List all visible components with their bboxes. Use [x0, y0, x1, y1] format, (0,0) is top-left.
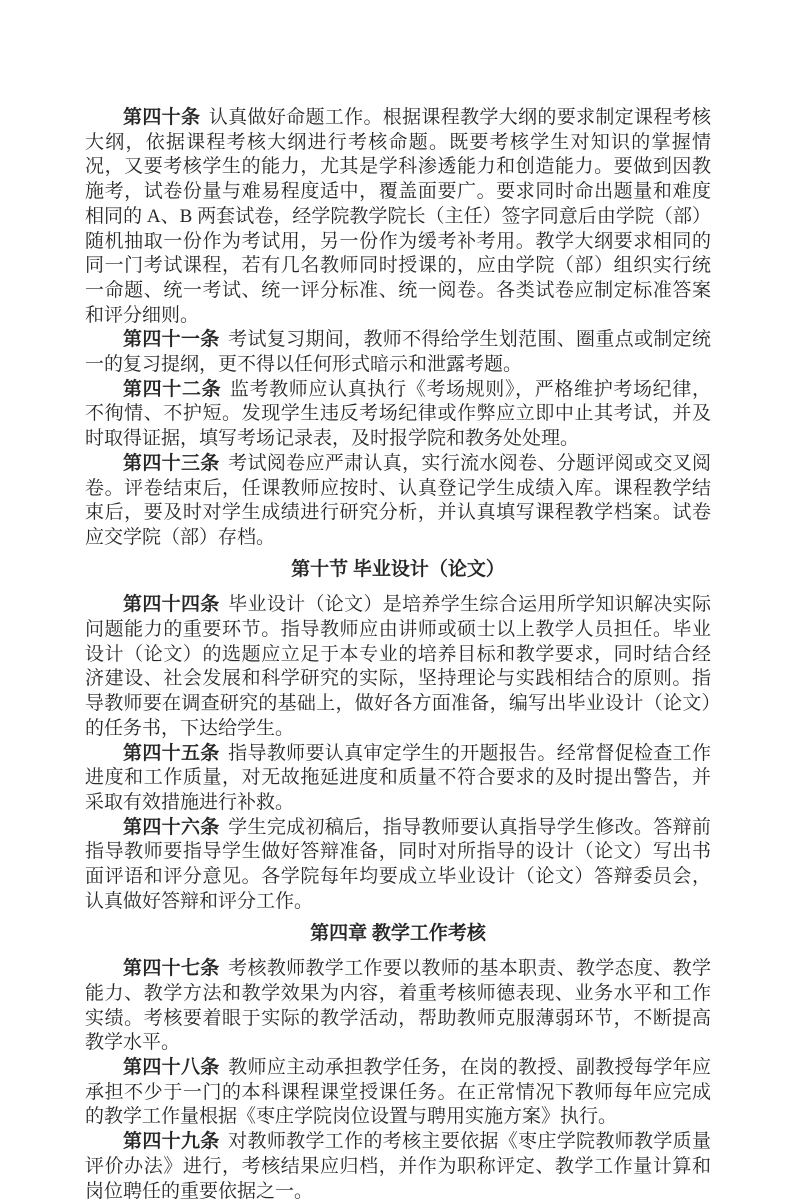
article-42	[85, 378, 711, 452]
article-40-label: 第四十条	[123, 107, 201, 128]
article-47-label: 第四十七条	[123, 958, 220, 980]
article-48-label: 第四十八条	[123, 1057, 220, 1079]
article-49-label: 第四十九条	[123, 1131, 220, 1153]
article-49	[85, 1130, 711, 1204]
article-48	[85, 1056, 711, 1130]
article-47-text: 考核教师教学工作要以教师的基本职责、教学态度、教学能力、教学方法和教学效果为内容，着重考核师德表现、业务水平和工作实绩。考核要着眼于实际的教学活动，帮助教师克服薄弱环节，不断提高教学水平。	[85, 958, 711, 1054]
article-43-text: 考试阅卷应严肃认真，实行流水阅卷、分题评阅或交叉阅卷。评卷结束后，任课教师应按时、认真登记学生成绩入库。课程教学结束后，要及时对学生成绩进行研究分析，并认真填写课程教学档案。试卷应交学院（部）存档。	[85, 452, 711, 548]
article-40	[85, 106, 711, 328]
article-45-label: 第四十五条	[123, 742, 220, 764]
article-41-label: 第四十一条	[123, 329, 220, 351]
article-45-text: 指导教师要认真审定学生的开题报告。经常督促检查工作进度和工作质量，对无故拖延进度和质量不符合要求的及时提出警告，并采取有效措施进行补救。	[85, 742, 711, 813]
article-49-text: 对教师教学工作的考核主要依据《枣庄学院教师教学质量评价办法》进行，考核结果应归档，并作为职称评定、教学工作量计算和岗位聘任的重要依据之一。	[85, 1131, 711, 1202]
chapter-4-heading: 第四章 教学工作考核	[310, 922, 486, 944]
article-46-text: 学生完成初稿后，指导教师要认真指导学生修改。答辩前指导教师要指导学生做好答辩准备，同时对所指导的设计（论文）写出书面评语和评分意见。各学院每年均要成立毕业设计（论文）答辩委员会，认真做好答辩和评分工作。	[85, 816, 711, 912]
article-40-text: 认真做好命题工作。根据课程教学大纲的要求制定课程考核大纲，依据课程考核大纲进行考核命题。既要考核学生对知识的掌握情况，又要考核学生的能力，尤其是学科渗透能力和创造能力。要做到因教施考，试卷份量与难易程度适中，覆盖面要广。要求同时命出题量和难度相同的 A、B 两套试卷，经学院教学院长（主任）签字同意后由学院（部）随机抽取一份作为考试用，另一份作为缓考补考用。教学大纲要求相同的同一门考试课程，若有几名教师同时授课的，应由学院（部）组织实行统一命题、统一考试、统一评分标准、统一阅卷。各类试卷应制定标准答案和评分细则。	[85, 107, 711, 326]
article-45	[85, 742, 711, 816]
article-42-label: 第四十二条	[123, 378, 222, 400]
article-41	[85, 328, 711, 377]
article-44-label: 第四十四条	[123, 594, 220, 616]
article-43-label: 第四十三条	[123, 452, 220, 474]
article-46	[85, 816, 711, 915]
article-48-text: 教师应主动承担教学任务，在岗的教授、副教授每学年应承担不少于一门的本科课程课堂授课任务。在正常情况下教师每年应完成的教学工作量根据《枣庄学院岗位设置与聘用实施方案》执行。	[85, 1057, 711, 1128]
article-44-text: 毕业设计（论文）是培养学生综合运用所学知识解决实际问题能力的重要环节。指导教师应由讲师或硕士以上教学人员担任。毕业设计（论文）的选题应立足于本专业的培养目标和教学要求，同时结合经济建设、社会发展和科学研究的实际，坚持理论与实践相结合的原则。指导教师要在调查研究的基础上，做好各方面准备，编写出毕业设计（论文）的任务书，下达给学生。	[85, 594, 711, 739]
article-47	[85, 957, 711, 1056]
article-42-text: 监考教师应认真执行《考场规则》，严格维护考场纪律，不徇情、不护短。发现学生违反考场纪律或作弊应立即中止其考试，并及时取得证据，填写考场记录表，及时报学院和教务处处理。	[85, 378, 711, 450]
article-46-label: 第四十六条	[123, 816, 220, 838]
section-10-heading: 第十节 毕业设计（论文）	[291, 558, 505, 580]
article-44	[85, 593, 711, 741]
article-43	[85, 452, 711, 551]
article-41-text: 考试复习期间，教师不得给学生划范围、圈重点或制定统一的复习提纲，更不得以任何形式暗示和泄露考题。	[85, 329, 711, 376]
